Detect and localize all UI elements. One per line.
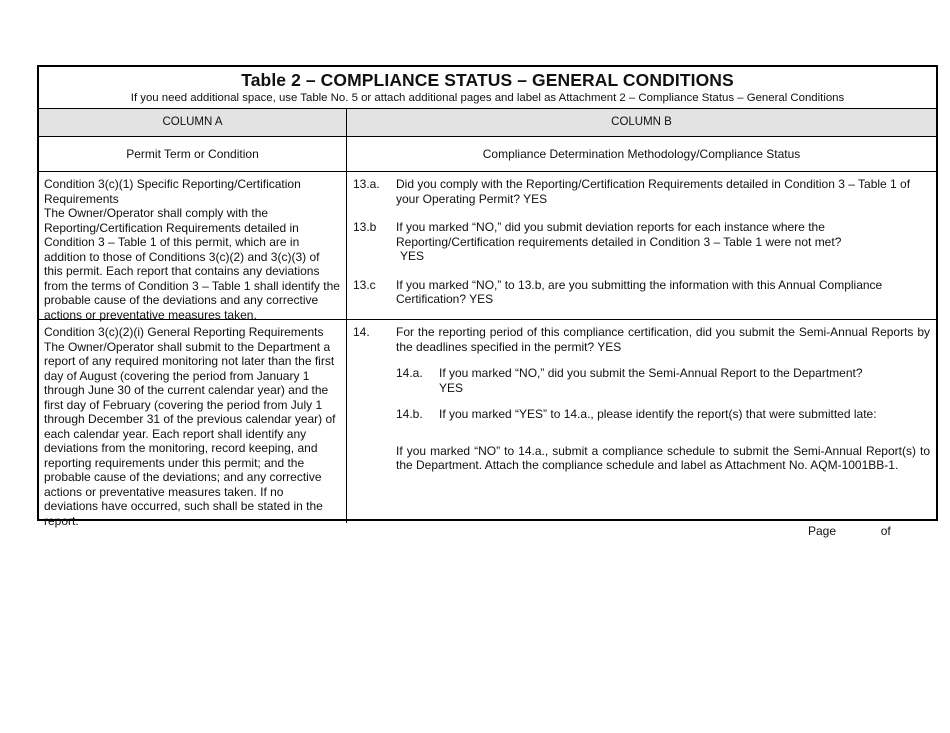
condition-title: Condition 3(c)(1) Specific Reporting/Certification Requirements (44, 177, 301, 206)
note-text: If you marked “NO” to 14.a., submit a compliance schedule to submit the Semi-Annual Report(s) to the Department. Attach the compliance schedule and label as Attachment No. AQM-1001BB-1. (396, 443, 930, 472)
permit-condition-cell (39, 172, 347, 322)
answer-text: YES (439, 380, 464, 395)
column-b-header: COLUMN B (611, 116, 672, 128)
condition-title: Condition 3(c)(2)(i) General Reporting Requirements (44, 325, 324, 339)
question-number: 14. (353, 325, 370, 339)
question-13c (353, 278, 930, 307)
question-14 (353, 325, 930, 354)
question-14b (396, 407, 930, 422)
question-13b (353, 220, 930, 264)
question-number: 14.b. (396, 407, 423, 421)
question-number: 13.c (353, 277, 376, 292)
page-label: Page (808, 524, 837, 538)
compliance-status-table (37, 65, 938, 528)
table-title: Table 2 – COMPLIANCE STATUS – GENERAL CONDITIONS (241, 70, 734, 90)
question-text: For the reporting period of this compliance certification, did you submit the Semi-Annual Reports by the deadlines specified in the permit? YES (396, 325, 930, 354)
column-header-row (39, 109, 936, 137)
question-number: 14.a. (396, 366, 423, 380)
of-label: of (880, 524, 891, 538)
table-row (39, 172, 936, 320)
question-text: If you marked “YES” to 14.a., please identify the report(s) that were submitted late: (439, 407, 877, 421)
question-number: 13.a. (353, 177, 380, 191)
question-text: If you marked “NO,” to 13.b, are you submitting the information with this Annual Compliance Certification? YES (396, 277, 883, 306)
answer-text: YES (400, 249, 425, 263)
condition-text: The Owner/Operator shall comply with the Reporting/Certification Requirements detailed in Condition 3 – Table 1 of this permit, which are in addition to those of Conditions 3(c)(2) and 3(c)(3) of this permit. Each report that contains any deviations from the terms of Condition 3 – Table 1 shall identify the probable cause of the deviations and any corrective actions or preventative measures taken. (44, 206, 340, 322)
column-a-subheader: Permit Term or Condition (39, 137, 347, 171)
column-a-header: COLUMN A (39, 109, 347, 136)
permit-condition-cell (39, 320, 347, 528)
page-footer (808, 524, 891, 538)
question-number: 13.b (353, 220, 377, 234)
column-subheader-row (39, 137, 936, 172)
condition-text: The Owner/Operator shall submit to the Department a report of any required monitoring not later than the first day of August (covering the period from January 1 through June 30 of the current calendar year) and the first day of February (covering the period from July 1 through December 31 of the previous calendar year) of each calendar year. Each report shall identify any deviations from the monitoring, record keeping, and reporting requirements under this permit; and the probable cause of the deviations; and any corrective actions or preventative measures taken. If no deviations have occurred, such shall be stated in the report. (44, 339, 336, 528)
question-text: If you marked “NO,” did you submit the Semi-Annual Report to the Department? (439, 366, 863, 380)
compliance-methodology-cell (347, 320, 936, 523)
question-text: If you marked “NO,” did you submit deviation reports for each instance where the Reporting/Certification requirements detailed in Condition 3 – Table 1 were not met? (396, 220, 842, 249)
table-title-block (39, 67, 936, 109)
table-instruction: If you need additional space, use Table No. 5 or attach additional pages and label as Attachment 2 – Compliance Status – General Conditions (130, 92, 845, 104)
question-text: Did you comply with the Reporting/Certification Requirements detailed in Condition 3 – Table 1 of your Operating Permit? YES (396, 177, 911, 206)
compliance-methodology-cell (347, 172, 936, 319)
table-row (39, 320, 936, 528)
question-13a (353, 177, 930, 206)
compliance-schedule-note (353, 444, 930, 473)
column-b-subheader: Compliance Determination Methodology/Compliance Status (482, 147, 801, 161)
question-14a (396, 366, 930, 395)
